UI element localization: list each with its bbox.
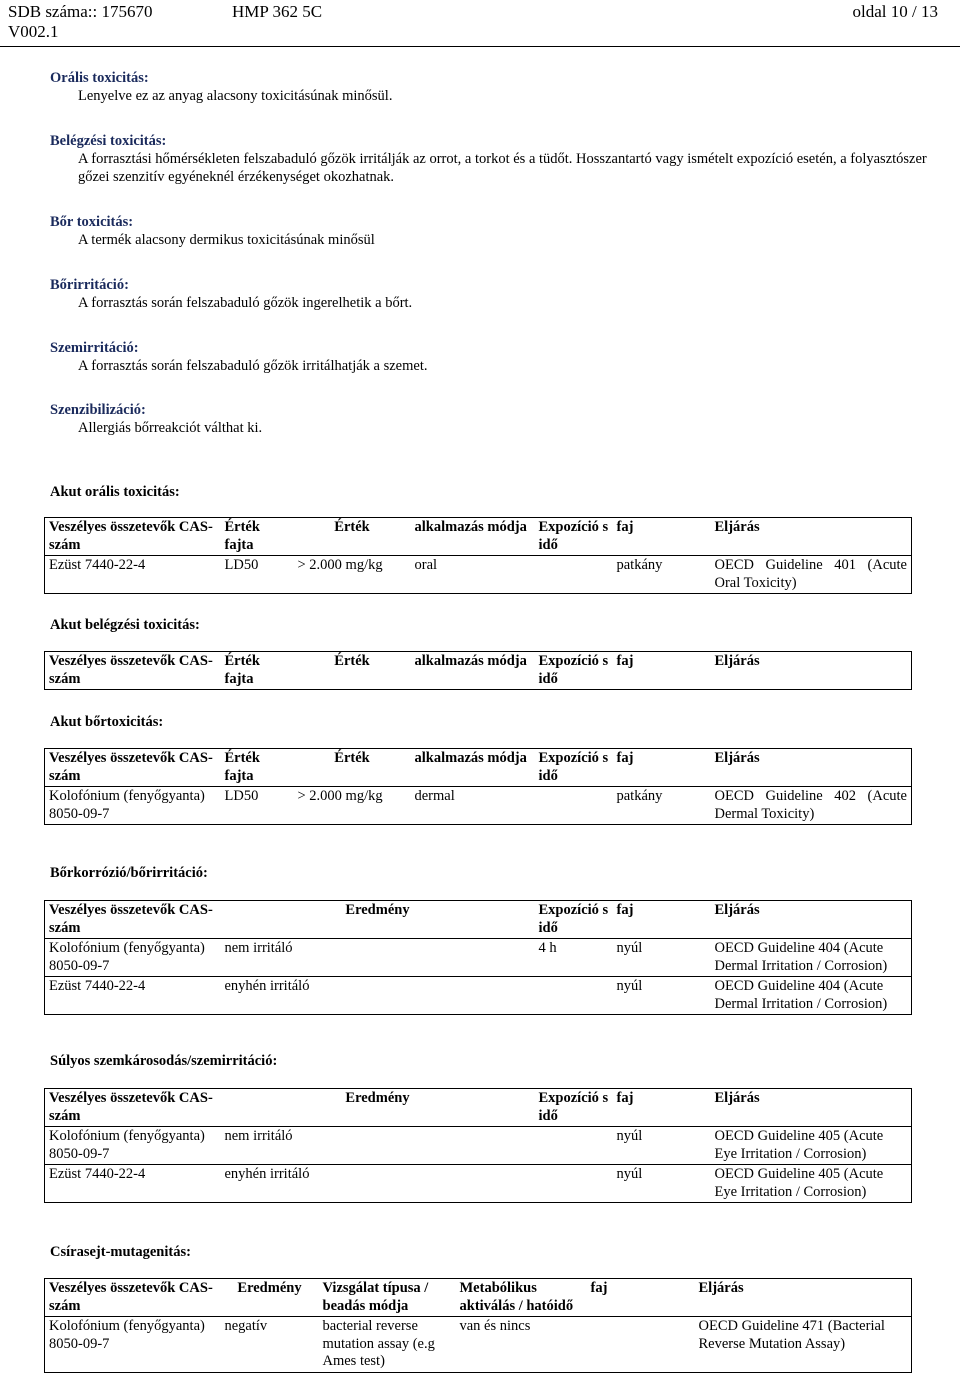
cell-species: nyúl [613,1165,711,1203]
cell-species: nyúl [613,977,711,1015]
cell-exposure [535,1165,613,1203]
acute-dermal-title: Akut bőrtoxicitás: [50,714,164,730]
col-substance: Veszélyes összetevők CAS-szám [45,749,221,787]
section-eye-irritation [50,339,930,375]
cell-method: OECD Guideline 405 (Acute Eye Irritation / Corrosion) [711,1127,912,1165]
col-result: Eredmény [221,1089,535,1127]
cell-method: OECD Guideline 404 (Acute Dermal Irritation / Corrosion) [711,977,912,1015]
section-title: Szemirritáció: [50,340,139,356]
cell-species: nyúl [613,939,711,977]
skin-corrosion-title: Bőrkorrózió/bőrirritáció: [50,865,208,881]
skin-corrosion-table [44,900,912,1015]
section-body: A termék alacsony dermikus toxicitásúnak minősül [78,232,375,248]
section-body: A forrasztás során felszabaduló gőzök irritálhatják a szemet. [78,358,428,374]
col-species: faj [613,901,711,939]
cell-exposure [535,977,613,1015]
cell-species: patkány [613,556,711,594]
table-row [45,1317,912,1373]
col-route: alkalmazás módja [411,749,535,787]
cell-result: enyhén irritáló [221,977,535,1015]
cell-substance: Ezüst 7440-22-4 [45,1165,221,1203]
cell-exposure [535,787,613,825]
section-title: Orális toxicitás: [50,70,149,86]
cell-result: negatív [221,1317,319,1373]
section-body: Allergiás bőrreakciót válthat ki. [78,420,263,436]
cell-method: OECD Guideline 401 (Acute Oral Toxicity) [711,556,912,594]
section-body: A forrasztási hőmérsékleten felszabaduló gőzök irritálják az orrot, a torkot és a tüdőt. Hosszantartó vagy ismételt expozíció esetén, a folyasztószer gőzei szenzitív egyéneknél érzékenységet okozhatnak. [78,151,927,185]
table-header-row [45,652,912,690]
col-value-type: Érték fajta [221,518,294,556]
col-species: faj [587,1279,695,1317]
col-method: Eljárás [711,749,912,787]
col-value: Érték [294,652,411,690]
cell-exposure: 4 h [535,939,613,977]
cell-substance: Kolofónium (fenyőgyanta) 8050-09-7 [45,787,221,825]
col-method: Eljárás [711,1089,912,1127]
col-exposure: Expozíció s idő [535,1089,613,1127]
col-species: faj [613,652,711,690]
section-title: Bőr toxicitás: [50,214,134,230]
mutagenicity-title: Csírasejt-mutagenitás: [50,1244,191,1260]
acute-dermal-table [44,748,912,825]
cell-substance: Ezüst 7440-22-4 [45,977,221,1015]
cell-method: OECD Guideline 471 (Bacterial Reverse Mutation Assay) [695,1317,912,1373]
cell-substance: Ezüst 7440-22-4 [45,556,221,594]
table-row [45,787,912,825]
cell-route: dermal [411,787,535,825]
product-name: HMP 362 5C [232,2,323,21]
col-exposure: Expozíció s idő [535,901,613,939]
table-header-row [45,1279,912,1317]
page-header [0,0,960,47]
eye-damage-title: Súlyos szemkárosodás/szemirritáció: [50,1053,278,1069]
table-row [45,1165,912,1203]
acute-oral-table [44,517,912,594]
col-value-type: Érték fajta [221,652,294,690]
cell-test-type: bacterial reverse mutation assay (e.g Ames test) [319,1317,456,1373]
cell-substance: Kolofónium (fenyőgyanta) 8050-09-7 [45,939,221,977]
acute-inhalation-title: Akut belégzési toxicitás: [50,617,200,633]
cell-value: > 2.000 mg/kg [294,556,411,594]
table-row [45,1127,912,1165]
col-value: Érték [294,518,411,556]
cell-species: patkány [613,787,711,825]
col-substance: Veszélyes összetevők CAS-szám [45,652,221,690]
section-skin-toxicity [50,213,930,249]
version-label: V002.1 [8,22,59,41]
col-result: Eredmény [221,1279,319,1317]
table-header-row [45,518,912,556]
col-route: alkalmazás módja [411,518,535,556]
col-value: Érték [294,749,411,787]
cell-substance: Kolofónium (fenyőgyanta) 8050-09-7 [45,1127,221,1165]
col-route: alkalmazás módja [411,652,535,690]
table-row [45,939,912,977]
cell-method: OECD Guideline 404 (Acute Dermal Irritation / Corrosion) [711,939,912,977]
cell-value: > 2.000 mg/kg [294,787,411,825]
col-test-type: Vizsgálat típusa / beadás módja [319,1279,456,1317]
col-substance: Veszélyes összetevők CAS-szám [45,518,221,556]
cell-method: OECD Guideline 402 (Acute Dermal Toxicity) [711,787,912,825]
col-value-type: Érték fajta [221,749,294,787]
section-skin-irritation [50,276,930,312]
section-body: Lenyelve ez az anyag alacsony toxicitásúnak minősül. [78,88,393,104]
table-header-row [45,901,912,939]
cell-exposure [535,556,613,594]
table-row [45,977,912,1015]
cell-value-type: LD50 [221,787,294,825]
section-inhalation-toxicity [50,132,930,186]
cell-species: nyúl [613,1127,711,1165]
section-title: Bőrirritáció: [50,277,129,293]
cell-result: nem irritáló [221,939,535,977]
col-method: Eljárás [711,901,912,939]
acute-oral-title: Akut orális toxicitás: [50,484,180,500]
col-method: Eljárás [711,518,912,556]
section-oral-toxicity [50,69,930,105]
table-row [45,556,912,594]
section-title: Szenzibilizáció: [50,402,146,418]
col-exposure: Expozíció s idő [535,518,613,556]
col-result: Eredmény [221,901,535,939]
col-species: faj [613,749,711,787]
section-title: Belégzési toxicitás: [50,133,167,149]
cell-exposure [535,1127,613,1165]
cell-metabolic: van és nincs [456,1317,587,1373]
table-header-row [45,1089,912,1127]
section-body: A forrasztás során felszabaduló gőzök ingerelhetik a bőrt. [78,295,413,311]
col-exposure: Expozíció s idő [535,652,613,690]
col-exposure: Expozíció s idő [535,749,613,787]
sdb-number: SDB száma:: 175670 [8,2,153,21]
cell-route: oral [411,556,535,594]
col-method: Eljárás [711,652,912,690]
col-species: faj [613,1089,711,1127]
table-header-row [45,749,912,787]
col-substance: Veszélyes összetevők CAS-szám [45,1279,221,1317]
cell-substance: Kolofónium (fenyőgyanta) 8050-09-7 [45,1317,221,1373]
cell-value-type: LD50 [221,556,294,594]
cell-result: nem irritáló [221,1127,535,1165]
section-sensitization [50,401,930,437]
col-substance: Veszélyes összetevők CAS-szám [45,901,221,939]
col-method: Eljárás [695,1279,912,1317]
col-metabolic: Metabólikus aktiválás / hatóidő [456,1279,587,1317]
mutagenicity-table [44,1278,912,1373]
cell-species [587,1317,695,1373]
col-substance: Veszélyes összetevők CAS-szám [45,1089,221,1127]
cell-method: OECD Guideline 405 (Acute Eye Irritation / Corrosion) [711,1165,912,1203]
eye-damage-table [44,1088,912,1203]
acute-inhalation-table [44,651,912,690]
col-species: faj [613,518,711,556]
cell-result: enyhén irritáló [221,1165,535,1203]
page-number: oldal 10 / 13 [852,2,938,21]
